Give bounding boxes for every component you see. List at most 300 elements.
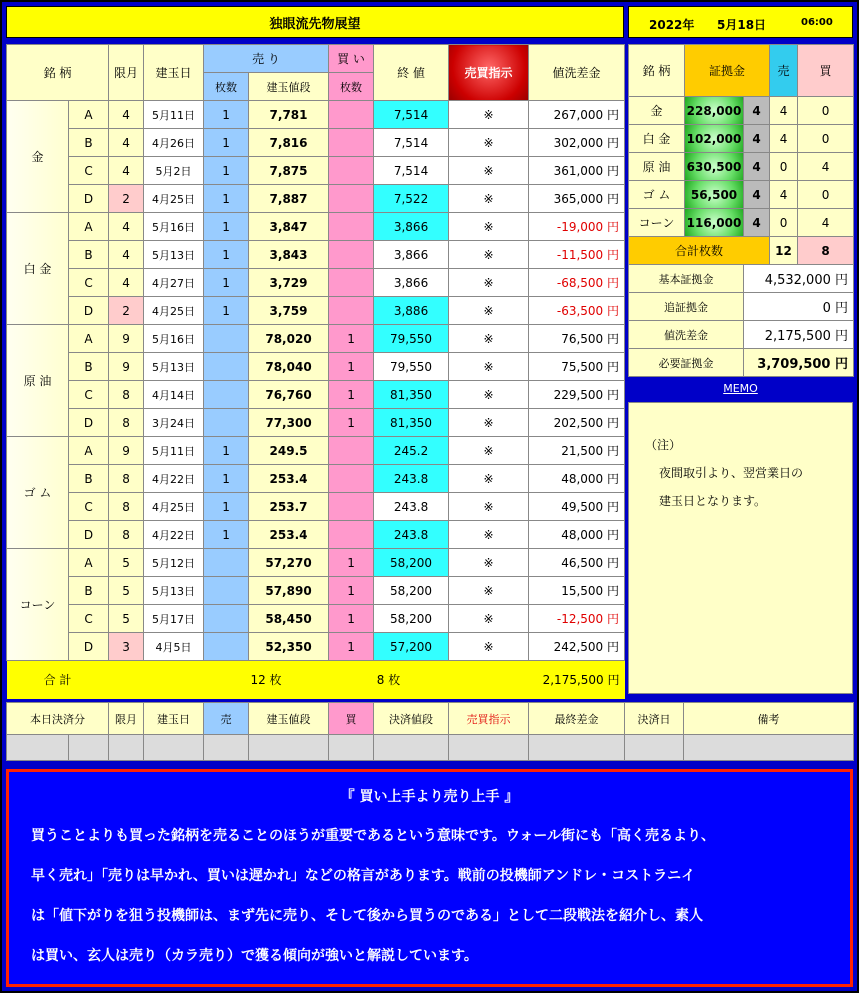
row-date: 5月16日: [144, 213, 204, 241]
date-label: 5月18日: [717, 18, 767, 32]
yen-unit: 円: [607, 472, 620, 486]
yen-unit: 円: [607, 108, 620, 122]
row-close: 3,886: [374, 297, 449, 325]
row-buy-qty: 1: [329, 549, 374, 577]
header-diff: 値洗差金: [529, 45, 625, 101]
row-price: 253.7: [249, 493, 329, 521]
margin-count: 4: [744, 153, 770, 181]
row-id: C: [69, 269, 109, 297]
settle-cell[interactable]: [204, 735, 249, 761]
yen-unit: 円: [607, 528, 620, 542]
row-diff: [529, 241, 625, 269]
margin-sell: 4: [770, 97, 798, 125]
row-month: 4: [109, 241, 144, 269]
row-diff-value: 46,500: [561, 556, 604, 570]
memo-link[interactable]: MEMO: [723, 382, 758, 395]
row-diff: [529, 409, 625, 437]
row-buy-qty: [329, 157, 374, 185]
yen-unit: 円: [607, 332, 620, 346]
settle-cell[interactable]: [109, 735, 144, 761]
row-date: 4月14日: [144, 381, 204, 409]
margin-header-sell: 売: [770, 45, 798, 97]
row-date: 4月27日: [144, 269, 204, 297]
settle-header-2: 建玉日: [144, 703, 204, 735]
yen-unit: 円: [607, 304, 620, 318]
row-close: 243.8: [374, 521, 449, 549]
settle-header-1: 限月: [109, 703, 144, 735]
row-id: C: [69, 605, 109, 633]
row-price: 57,890: [249, 577, 329, 605]
margin-brand: 金: [629, 97, 685, 125]
margin-brand: 原 油: [629, 153, 685, 181]
row-buy-qty: 1: [329, 633, 374, 661]
row-date: 4月25日: [144, 185, 204, 213]
row-month: 5: [109, 549, 144, 577]
memo-panel: [628, 402, 853, 694]
margin-total-sell: 12: [770, 237, 798, 265]
row-diff-value: -63,500: [556, 304, 604, 318]
row-close: 245.2: [374, 437, 449, 465]
row-diff: [529, 185, 625, 213]
note-line-4: は買い、玄人は売り（カラ売り）で獲る傾向が強いと解説しています。: [31, 948, 478, 964]
row-diff: [529, 157, 625, 185]
row-id: B: [69, 129, 109, 157]
settle-cell[interactable]: [529, 735, 625, 761]
row-month: 5: [109, 577, 144, 605]
row-sell-qty: 1: [204, 465, 249, 493]
margin-amount: 56,500: [685, 181, 744, 209]
yen-unit: 円: [607, 612, 620, 626]
group-name: コーン: [7, 549, 69, 661]
margin-count: 4: [744, 125, 770, 153]
summary-amount: 2,175,500: [764, 329, 831, 344]
row-close: 7,514: [374, 101, 449, 129]
summary-value: [744, 293, 854, 321]
position-row: [7, 577, 625, 605]
row-diff: [529, 325, 625, 353]
row-date: 4月26日: [144, 129, 204, 157]
position-row: [7, 353, 625, 381]
row-close: 79,550: [374, 353, 449, 381]
row-date: 4月22日: [144, 521, 204, 549]
row-diff: [529, 493, 625, 521]
row-signal[interactable]: ※: [449, 633, 529, 661]
position-row: [7, 241, 625, 269]
margin-row: [629, 209, 854, 237]
row-signal[interactable]: ※: [449, 269, 529, 297]
row-buy-qty: [329, 213, 374, 241]
row-date: 5月17日: [144, 605, 204, 633]
row-diff: [529, 633, 625, 661]
row-id: A: [69, 437, 109, 465]
summary-value: [744, 321, 854, 349]
position-row: [7, 297, 625, 325]
row-sell-qty: 1: [204, 521, 249, 549]
header-sell-qty: 枚数: [204, 73, 249, 101]
row-sell-qty: 1: [204, 297, 249, 325]
margin-summary-row: [629, 293, 854, 321]
note-line-3: は「値下がりを狙う投機師は、まず先に売り、そして後から買うのである」として二段戦法を紹介し、素人: [31, 908, 703, 924]
row-signal[interactable]: ※: [449, 465, 529, 493]
row-close: 58,200: [374, 605, 449, 633]
row-signal[interactable]: ※: [449, 521, 529, 549]
row-month: 4: [109, 101, 144, 129]
row-price: 7,816: [249, 129, 329, 157]
row-close: 7,514: [374, 157, 449, 185]
row-price: 3,843: [249, 241, 329, 269]
row-price: 7,887: [249, 185, 329, 213]
row-close: 7,514: [374, 129, 449, 157]
row-buy-qty: [329, 241, 374, 269]
memo-line-1: （注）: [645, 438, 682, 452]
header-month: 限月: [109, 45, 144, 101]
row-sell-qty: [204, 353, 249, 381]
row-sell-qty: 1: [204, 437, 249, 465]
margin-row: [629, 153, 854, 181]
row-diff-value: 21,500: [561, 444, 604, 458]
settle-header-8: 最終差金: [529, 703, 625, 735]
row-id: C: [69, 157, 109, 185]
settle-cell[interactable]: [449, 735, 529, 761]
row-date: 4月22日: [144, 465, 204, 493]
total-diff: [449, 661, 625, 699]
row-diff: [529, 213, 625, 241]
row-signal[interactable]: ※: [449, 605, 529, 633]
row-diff-value: 48,000: [561, 528, 604, 542]
header-price: 建玉値段: [249, 73, 329, 101]
yen-unit: 円: [607, 584, 620, 598]
row-diff-value: 229,500: [553, 388, 604, 402]
row-close: 3,866: [374, 241, 449, 269]
row-id: A: [69, 325, 109, 353]
row-diff-value: 49,500: [561, 500, 604, 514]
row-sell-qty: [204, 325, 249, 353]
summary-label: 基本証拠金: [629, 265, 744, 293]
row-price: 58,450: [249, 605, 329, 633]
header-sell: 売 り: [204, 45, 329, 73]
row-close: 243.8: [374, 493, 449, 521]
row-id: B: [69, 353, 109, 381]
row-id: D: [69, 185, 109, 213]
summary-amount: 3,709,500: [757, 357, 831, 372]
settle-header-5: 買: [329, 703, 374, 735]
margin-brand: ゴ ム: [629, 181, 685, 209]
page-title: 独眼流先物展望: [6, 6, 624, 38]
yen-unit: 円: [607, 673, 620, 688]
row-diff: [529, 465, 625, 493]
row-date: 4月25日: [144, 297, 204, 325]
summary-amount: 0: [822, 301, 831, 316]
margin-amount: 228,000: [685, 97, 744, 125]
row-buy-qty: 1: [329, 381, 374, 409]
row-signal[interactable]: ※: [449, 493, 529, 521]
yen-unit: 円: [835, 357, 849, 372]
settle-header-7: 売買指示: [449, 703, 529, 735]
margin-summary-row: [629, 349, 854, 377]
row-close: 3,866: [374, 213, 449, 241]
row-sell-qty: 1: [204, 213, 249, 241]
row-sell-qty: [204, 549, 249, 577]
row-buy-qty: [329, 297, 374, 325]
row-signal[interactable]: ※: [449, 381, 529, 409]
note-line-1: 買うことよりも買った銘柄を売ることのほうが重要であるという意味です。ウォール街にも「高く売るより、: [31, 828, 716, 844]
position-row: [7, 605, 625, 633]
row-signal[interactable]: ※: [449, 325, 529, 353]
row-close: 243.8: [374, 465, 449, 493]
margin-total-row: [629, 237, 854, 265]
summary-amount: 4,532,000: [764, 273, 831, 288]
row-sell-qty: 1: [204, 157, 249, 185]
row-buy-qty: [329, 129, 374, 157]
margin-count: 4: [744, 97, 770, 125]
row-signal[interactable]: ※: [449, 185, 529, 213]
row-id: A: [69, 549, 109, 577]
margin-sell: 0: [770, 209, 798, 237]
row-signal[interactable]: ※: [449, 157, 529, 185]
position-row: [7, 633, 625, 661]
row-buy-qty: [329, 185, 374, 213]
row-price: 253.4: [249, 465, 329, 493]
row-date: 4月25日: [144, 493, 204, 521]
margin-summary-row: [629, 265, 854, 293]
margin-header-brand: 銘 柄: [629, 45, 685, 97]
proverb-note: [6, 769, 853, 987]
settle-cell[interactable]: [625, 735, 684, 761]
row-close: 3,866: [374, 269, 449, 297]
total-diff-value: 2,175,500: [542, 673, 604, 688]
row-close: 7,522: [374, 185, 449, 213]
header-buy-qty: 枚数: [329, 73, 374, 101]
row-month: 9: [109, 325, 144, 353]
group-name: 原 油: [7, 325, 69, 437]
row-price: 57,270: [249, 549, 329, 577]
positions-table: [6, 44, 625, 699]
row-diff-value: 202,500: [553, 416, 604, 430]
yen-unit: 円: [607, 164, 620, 178]
position-row: [7, 213, 625, 241]
row-sell-qty: [204, 605, 249, 633]
row-price: 7,781: [249, 101, 329, 129]
margin-count: 4: [744, 181, 770, 209]
settle-cell[interactable]: [374, 735, 449, 761]
header-buy: 買 い: [329, 45, 374, 73]
settle-cell[interactable]: [7, 735, 69, 761]
summary-label: 追証拠金: [629, 293, 744, 321]
yen-unit: 円: [607, 640, 620, 654]
row-price: 3,759: [249, 297, 329, 325]
yen-unit: 円: [607, 192, 620, 206]
row-close: 81,350: [374, 381, 449, 409]
row-date: 5月12日: [144, 549, 204, 577]
margin-buy: 0: [798, 125, 854, 153]
group-name: 白 金: [7, 213, 69, 325]
row-month: 2: [109, 185, 144, 213]
margin-amount: 116,000: [685, 209, 744, 237]
position-row: [7, 157, 625, 185]
margin-header-margin: 証拠金: [685, 45, 770, 97]
row-diff-value: 48,000: [561, 472, 604, 486]
row-price: 253.4: [249, 521, 329, 549]
row-signal[interactable]: ※: [449, 353, 529, 381]
row-diff: [529, 577, 625, 605]
header-date: 建玉日: [144, 45, 204, 101]
row-id: C: [69, 381, 109, 409]
row-diff: [529, 101, 625, 129]
row-close: 81,350: [374, 409, 449, 437]
row-price: 249.5: [249, 437, 329, 465]
row-signal[interactable]: ※: [449, 129, 529, 157]
row-month: 2: [109, 297, 144, 325]
row-sell-qty: [204, 633, 249, 661]
position-row: [7, 465, 625, 493]
row-date: 5月13日: [144, 353, 204, 381]
year-label: 2022年: [649, 18, 695, 32]
margin-amount: 630,500: [685, 153, 744, 181]
row-diff-value: 15,500: [561, 584, 604, 598]
position-row: [7, 129, 625, 157]
position-row: [7, 101, 625, 129]
row-diff: [529, 437, 625, 465]
row-signal[interactable]: ※: [449, 437, 529, 465]
yen-unit: 円: [835, 273, 849, 288]
row-signal[interactable]: ※: [449, 297, 529, 325]
position-row: [7, 409, 625, 437]
row-month: 4: [109, 213, 144, 241]
yen-unit: 円: [835, 329, 849, 344]
row-price: 78,020: [249, 325, 329, 353]
row-month: 8: [109, 521, 144, 549]
row-sell-qty: [204, 381, 249, 409]
row-id: D: [69, 409, 109, 437]
row-close: 79,550: [374, 325, 449, 353]
row-price: 3,847: [249, 213, 329, 241]
position-row: [7, 269, 625, 297]
margin-row: [629, 97, 854, 125]
row-diff: [529, 129, 625, 157]
total-label: 合 計: [7, 661, 109, 699]
group-name: 金: [7, 101, 69, 213]
row-diff-value: -12,500: [556, 612, 604, 626]
row-diff-value: 361,000: [553, 164, 604, 178]
row-diff: [529, 605, 625, 633]
memo-line-3: 建玉日となります。: [659, 494, 767, 508]
yen-unit: 円: [607, 388, 620, 402]
row-date: 5月13日: [144, 577, 204, 605]
settle-cell[interactable]: [69, 735, 109, 761]
row-diff: [529, 549, 625, 577]
row-diff-value: 365,000: [553, 192, 604, 206]
row-signal[interactable]: ※: [449, 409, 529, 437]
date-bar: [628, 6, 853, 38]
yen-unit: 円: [607, 136, 620, 150]
row-month: 3: [109, 633, 144, 661]
margin-buy: 4: [798, 153, 854, 181]
row-date: 5月16日: [144, 325, 204, 353]
row-buy-qty: [329, 437, 374, 465]
row-price: 76,760: [249, 381, 329, 409]
row-date: 5月2日: [144, 157, 204, 185]
row-signal[interactable]: ※: [449, 549, 529, 577]
row-price: 3,729: [249, 269, 329, 297]
row-id: B: [69, 241, 109, 269]
position-row: [7, 381, 625, 409]
row-signal[interactable]: ※: [449, 577, 529, 605]
margin-amount: 102,000: [685, 125, 744, 153]
row-month: 8: [109, 465, 144, 493]
total-buy: 8 枚: [329, 661, 449, 699]
total-sell: 12 枚: [204, 661, 329, 699]
settle-cell[interactable]: [684, 735, 854, 761]
position-row: [7, 185, 625, 213]
row-month: 5: [109, 605, 144, 633]
position-row: [7, 549, 625, 577]
row-signal[interactable]: ※: [449, 213, 529, 241]
row-buy-qty: 1: [329, 577, 374, 605]
yen-unit: 円: [607, 416, 620, 430]
row-signal[interactable]: ※: [449, 101, 529, 129]
row-id: D: [69, 521, 109, 549]
margin-summary-row: [629, 321, 854, 349]
margin-table: [628, 44, 854, 377]
row-diff: [529, 297, 625, 325]
row-buy-qty: [329, 521, 374, 549]
row-buy-qty: [329, 493, 374, 521]
yen-unit: 円: [607, 248, 620, 262]
row-month: 9: [109, 437, 144, 465]
row-diff: [529, 521, 625, 549]
row-month: 4: [109, 269, 144, 297]
row-id: D: [69, 633, 109, 661]
row-id: B: [69, 577, 109, 605]
row-price: 7,875: [249, 157, 329, 185]
margin-buy: 4: [798, 209, 854, 237]
row-id: B: [69, 465, 109, 493]
settle-cell[interactable]: [249, 735, 329, 761]
settle-header-10: 備考: [684, 703, 854, 735]
row-sell-qty: 1: [204, 269, 249, 297]
row-date: 4月5日: [144, 633, 204, 661]
margin-brand: 白 金: [629, 125, 685, 153]
row-month: 9: [109, 353, 144, 381]
settle-header-3: 売: [204, 703, 249, 735]
row-diff-value: 75,500: [561, 360, 604, 374]
signal-header-button[interactable]: 売買指示: [449, 45, 529, 101]
margin-count: 4: [744, 209, 770, 237]
margin-total-label: 合計枚数: [629, 237, 770, 265]
row-month: 8: [109, 381, 144, 409]
settle-header-9: 決済日: [625, 703, 684, 735]
row-signal[interactable]: ※: [449, 241, 529, 269]
row-price: 77,300: [249, 409, 329, 437]
margin-sell: 4: [770, 181, 798, 209]
memo-line-2: 夜間取引より、翌営業日の: [659, 466, 804, 480]
margin-header-buy: 買: [798, 45, 854, 97]
margin-row: [629, 181, 854, 209]
row-diff-value: -19,000: [556, 220, 604, 234]
settle-cell[interactable]: [329, 735, 374, 761]
yen-unit: 円: [607, 360, 620, 374]
yen-unit: 円: [607, 556, 620, 570]
settle-cell[interactable]: [144, 735, 204, 761]
row-close: 58,200: [374, 577, 449, 605]
summary-label: 値洗差金: [629, 321, 744, 349]
summary-label: 必要証拠金: [629, 349, 744, 377]
summary-value: [744, 265, 854, 293]
row-diff-value: 242,500: [553, 640, 604, 654]
row-diff: [529, 381, 625, 409]
settle-header-4: 建玉値段: [249, 703, 329, 735]
group-name: ゴ ム: [7, 437, 69, 549]
